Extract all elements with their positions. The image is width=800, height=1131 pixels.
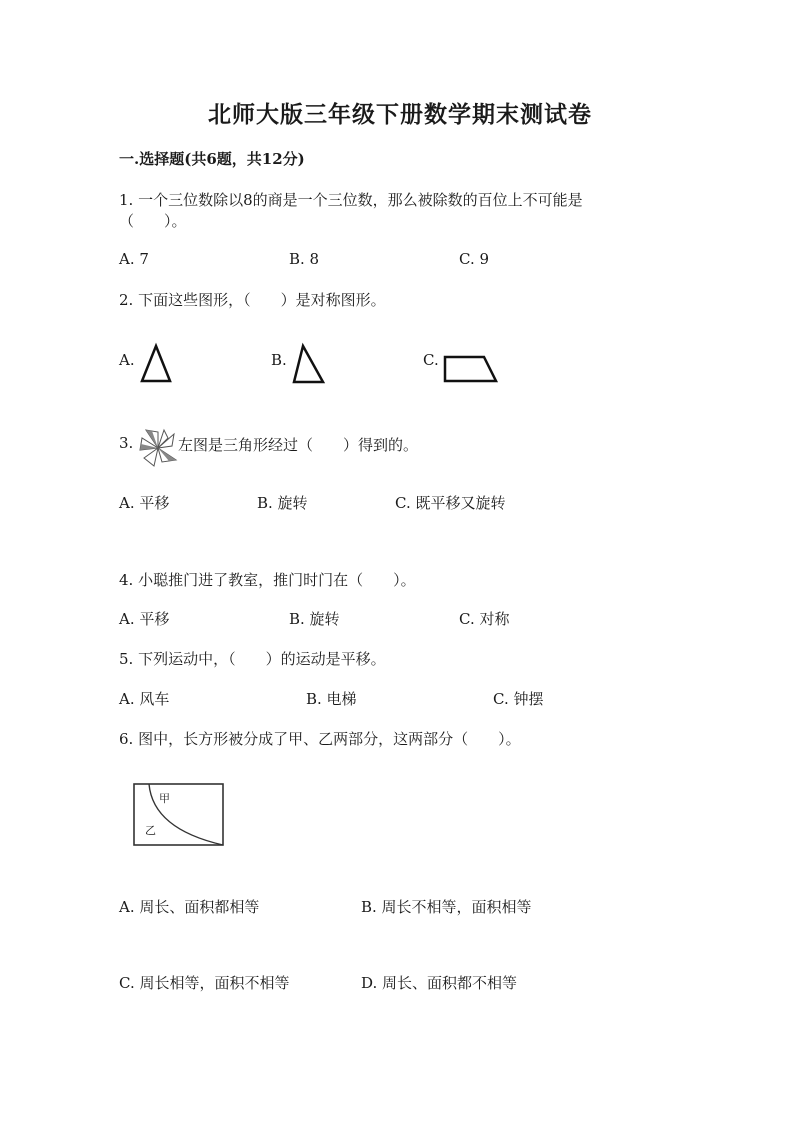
trapezoid-figure	[442, 354, 498, 384]
figure-label-yi: 乙	[145, 824, 156, 837]
question-2-stem: 2. 下面这些图形，（ ）是对称图形。	[119, 291, 386, 309]
question-6-option-d[interactable]: D. 周长、面积都不相等	[361, 974, 518, 992]
question-6-option-b[interactable]: B. 周长不相等，面积相等	[361, 898, 532, 916]
question-6-option-c[interactable]: C. 周长相等，面积不相等	[119, 974, 290, 992]
question-1-stem-line1: 1. 一个三位数除以8的商是一个三位数，那么被除数的百位上不可能是	[119, 191, 583, 209]
scalene-triangle-figure	[290, 344, 326, 384]
question-2-option-b[interactable]: B.	[271, 351, 287, 369]
question-5-stem: 5. 下列运动中，（ ）的运动是平移。	[119, 650, 386, 668]
question-4-option-a[interactable]: A. 平移	[119, 610, 170, 628]
figure-label-jia: 甲	[159, 792, 170, 805]
question-2-option-a[interactable]: A.	[119, 351, 135, 369]
question-3-option-a[interactable]: A. 平移	[119, 494, 170, 512]
question-2-option-c[interactable]: C.	[423, 351, 439, 369]
question-3-option-b[interactable]: B. 旋转	[257, 494, 308, 512]
question-5-option-a[interactable]: A. 风车	[119, 690, 170, 708]
question-1-option-b[interactable]: B. 8	[289, 250, 320, 268]
question-1-stem-line2: （ ）。	[119, 212, 187, 230]
question-6-stem: 6. 图中，长方形被分成了甲、乙两部分，这两部分（ ）。	[119, 730, 521, 748]
question-4-stem: 4. 小聪推门进了教室，推门时门在（ ）。	[119, 571, 416, 589]
question-6-option-a[interactable]: A. 周长、面积都相等	[119, 898, 260, 916]
question-3-number: 3.	[119, 434, 134, 452]
page-title: 北师大版三年级下册数学期末测试卷	[208, 101, 592, 128]
question-3-option-c[interactable]: C. 既平移又旋转	[395, 494, 506, 512]
question-5-option-c[interactable]: C. 钟摆	[493, 690, 544, 708]
question-3-stem: 左图是三角形经过（ ）得到的。	[178, 436, 419, 454]
question-4-option-b[interactable]: B. 旋转	[289, 610, 340, 628]
question-1-option-c[interactable]: C. 9	[459, 250, 490, 268]
question-1-option-a[interactable]: A. 7	[119, 250, 149, 268]
section-heading: 一.选择题(共6题，共12分)	[119, 150, 305, 168]
isosceles-triangle-figure	[140, 344, 174, 384]
question-5-option-b[interactable]: B. 电梯	[306, 690, 357, 708]
question-4-option-c[interactable]: C. 对称	[459, 610, 510, 628]
rotated-triangles-figure	[138, 428, 178, 468]
